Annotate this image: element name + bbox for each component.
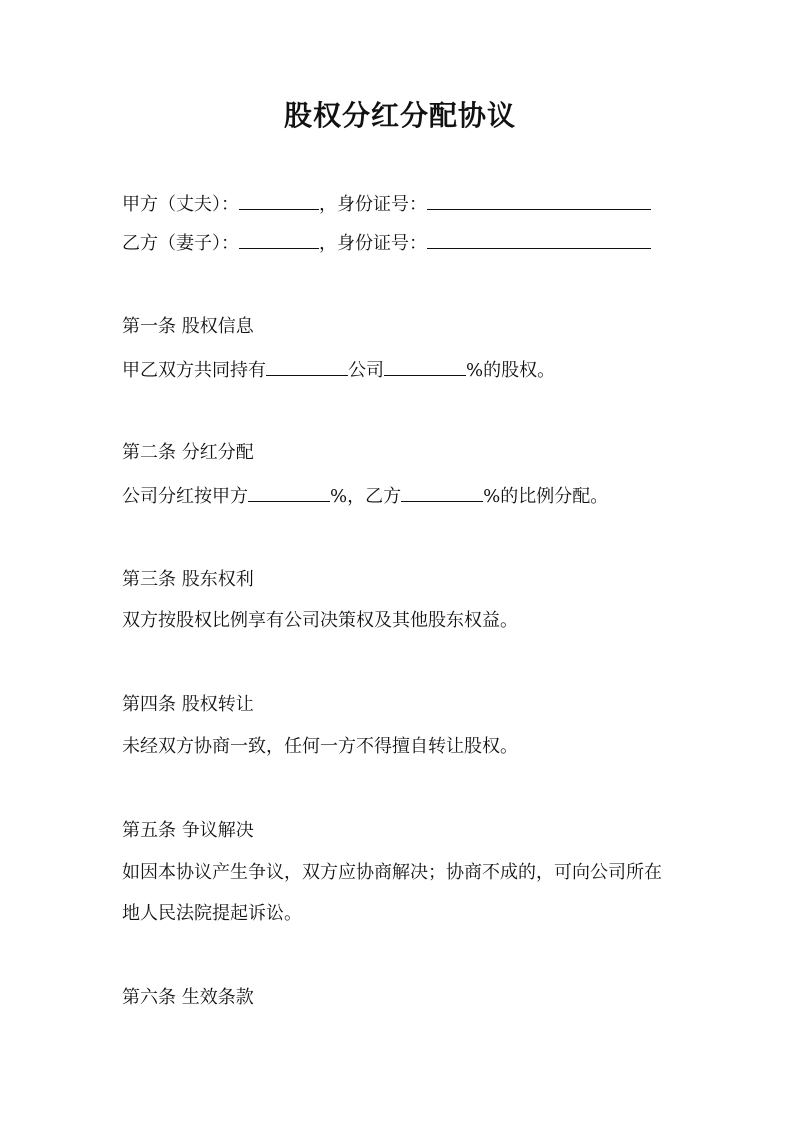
party-b-line — [122, 228, 651, 259]
party-a-line — [122, 189, 651, 220]
article-1-body — [122, 355, 555, 386]
article-2-text-b: %，乙方 — [330, 486, 402, 507]
article-4-body: 未经双方协商一致，任何一方不得擅自转让股权。 — [122, 736, 518, 757]
party-b-id-label: ，身份证号： — [319, 233, 427, 254]
party-b-id-blank[interactable] — [427, 228, 651, 249]
equity-percent-blank[interactable] — [384, 355, 466, 376]
article-3-body: 双方按股权比例享有公司决策权及其他股东权益。 — [122, 610, 518, 631]
article-1-text-c: %的股权。 — [466, 360, 556, 381]
party-a-id-blank[interactable] — [427, 189, 651, 210]
party-a-percent-blank[interactable] — [248, 481, 330, 502]
article-6-heading: 第六条 生效条款 — [122, 987, 254, 1008]
article-1-text-a: 甲乙双方共同持有 — [122, 360, 266, 381]
document-title: 股权分红分配协议 — [283, 99, 516, 132]
article-1-heading: 第一条 股权信息 — [122, 316, 254, 337]
party-b-label: 乙方（妻子）： — [122, 233, 239, 254]
party-a-label: 甲方（丈夫）： — [122, 194, 239, 215]
article-5-body-line-2: 地人民法院提起诉讼。 — [122, 903, 302, 924]
article-1-text-b: 公司 — [348, 360, 384, 381]
article-3-heading: 第三条 股东权利 — [122, 569, 254, 590]
party-a-id-label: ，身份证号： — [319, 194, 427, 215]
article-4-heading: 第四条 股权转让 — [122, 694, 254, 715]
party-b-percent-blank[interactable] — [401, 481, 483, 502]
article-5-heading: 第五条 争议解决 — [122, 820, 254, 841]
article-2-heading: 第二条 分红分配 — [122, 442, 254, 463]
article-2-text-c: %的比例分配。 — [483, 486, 609, 507]
company-name-blank[interactable] — [266, 355, 348, 376]
party-a-name-blank[interactable] — [239, 189, 319, 210]
party-b-name-blank[interactable] — [239, 228, 319, 249]
article-2-text-a: 公司分红按甲方 — [122, 486, 248, 507]
article-5-body-line-1: 如因本协议产生争议，双方应协商解决；协商不成的，可向公司所在 — [122, 862, 662, 883]
article-2-body — [122, 481, 608, 512]
